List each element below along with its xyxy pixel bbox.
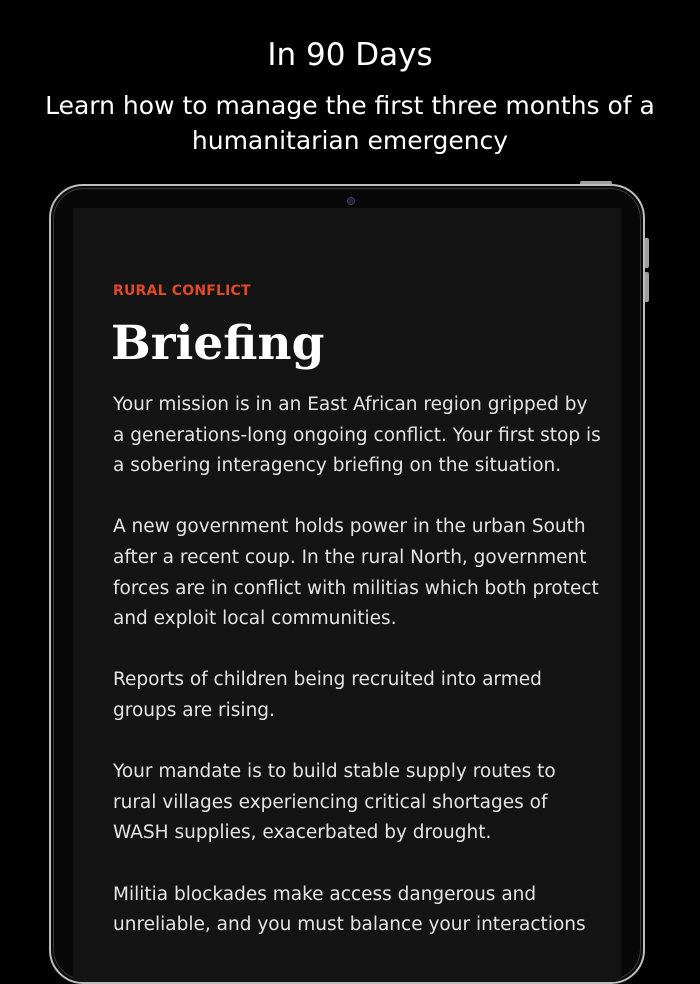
briefing-text[interactable] xyxy=(113,390,603,971)
briefing-paragraph: Your mission is in an East African region gripped by a generations-long ongoing conflict. Your first stop is a sobering interagency briefing on the situation. xyxy=(113,394,601,477)
briefing-paragraph: Reports of children being recruited into armed groups are rising. xyxy=(113,669,542,721)
briefing-paragraph: Your mandate is to build stable supply routes to rural villages experiencing critical shortages of WASH supplies, exacerbated by drought. xyxy=(113,761,556,844)
briefing-paragraph: Militia blockades make access dangerous and unreliable, and you must balance your interactions xyxy=(113,883,586,936)
tablet-volume-up-button xyxy=(645,238,649,268)
screen-heading: Briefing xyxy=(111,316,325,371)
briefing-paragraph: A new government holds power in the urban South after a recent coup. In the rural North, government forces are in conflict with militias which both protect and exploit local communities. xyxy=(113,516,599,630)
promo-title: In 90 Days xyxy=(267,37,433,73)
tablet-screen[interactable] xyxy=(73,208,621,984)
camera-icon xyxy=(347,197,355,205)
category-label: RURAL CONFLICT xyxy=(113,283,251,299)
promo-subtitle: Learn how to manage the first three months of a humanitarian emergency xyxy=(45,91,655,155)
tablet-volume-down-button xyxy=(645,272,649,302)
tablet-frame xyxy=(49,184,645,984)
